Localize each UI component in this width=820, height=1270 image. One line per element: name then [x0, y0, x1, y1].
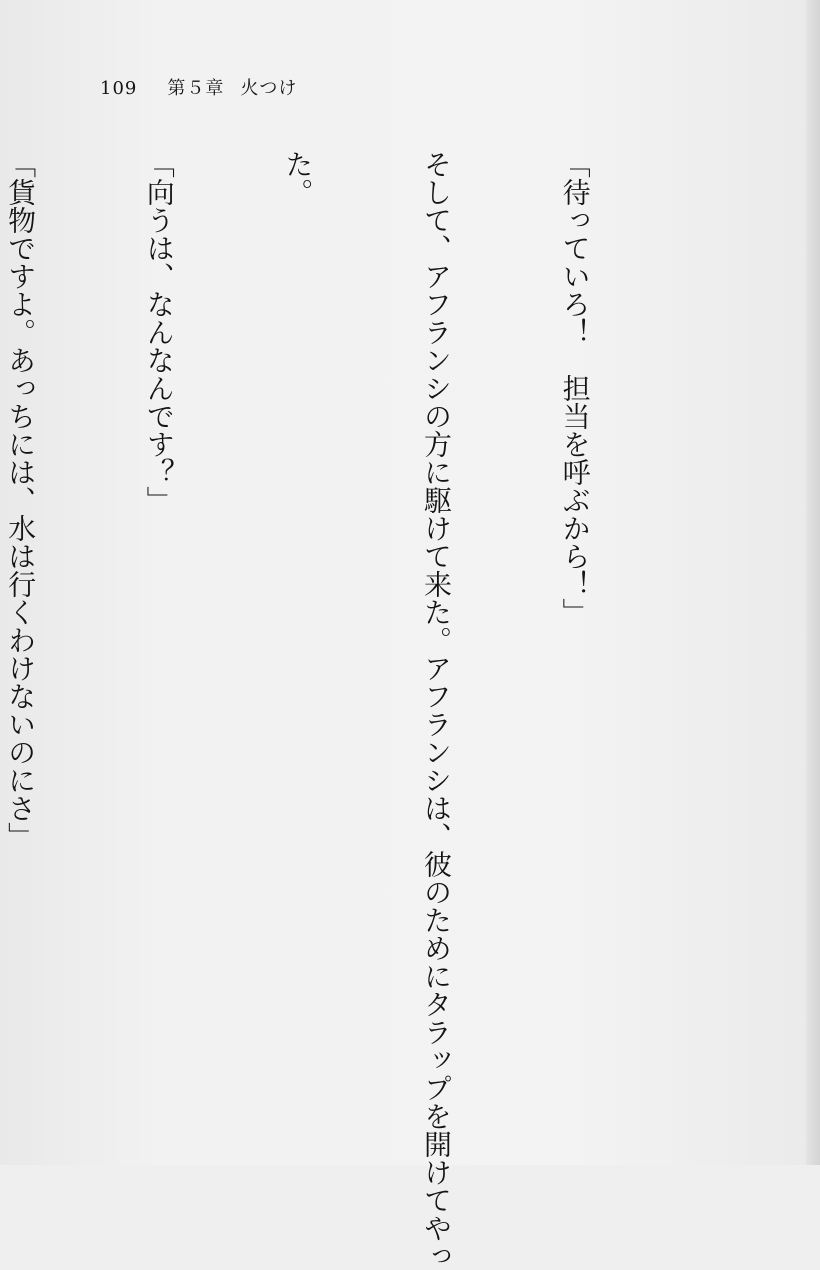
page-edge [806, 0, 820, 1165]
text-line: そして、アフランシの方に駆けて来た。アフランシは、彼のためにタラップを開けてやっ [419, 150, 453, 1270]
text-line: た。 [281, 150, 315, 206]
chapter-label: 第５章 [167, 78, 225, 99]
text-line: 「貨物ですよ。あっちには、水は行くわけないのにさ」 [4, 150, 38, 850]
page-number: 109 [100, 78, 138, 99]
text-line: 「待っていろ！ 担当を呼ぶから！」 [558, 150, 592, 626]
chapter-title: 火つけ [240, 78, 298, 99]
text-line: 「向うは、なんなんです？」 [142, 150, 176, 514]
vertical-text-body [4, 150, 690, 1270]
running-header [100, 74, 297, 100]
